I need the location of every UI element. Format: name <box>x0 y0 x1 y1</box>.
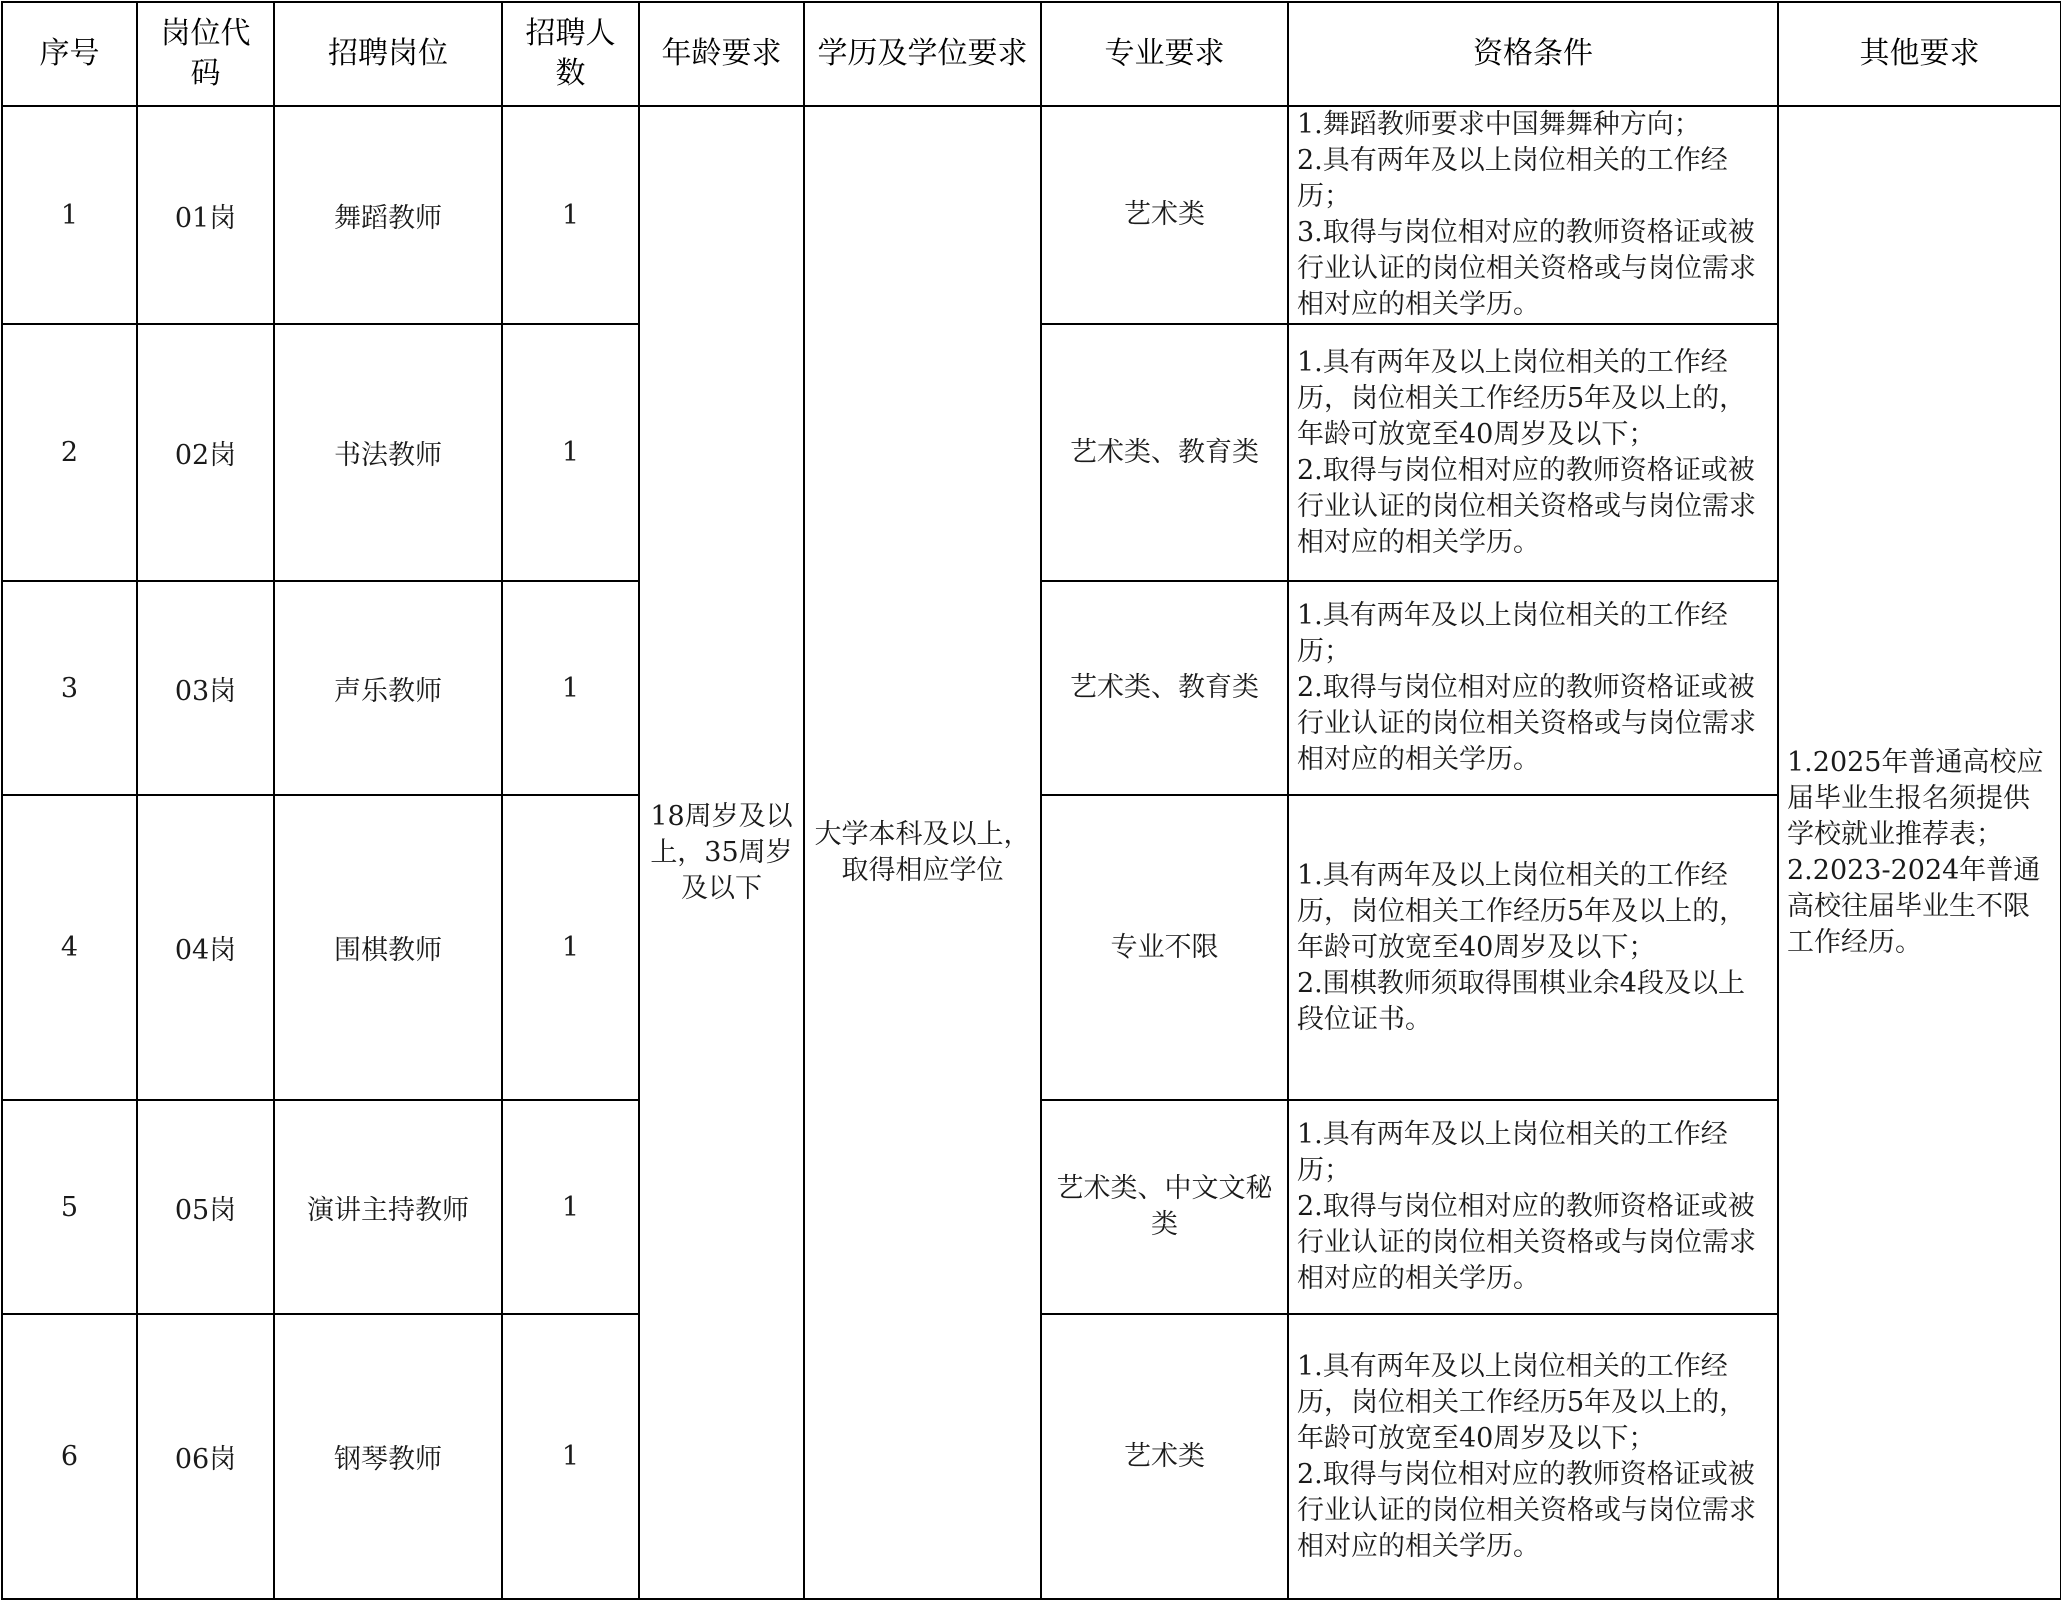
cell-code: 06岗 <box>137 1314 274 1599</box>
condition-line: 1.具有两年及以上岗位相关的工作经历，岗位相关工作经历5年及以上的，年龄可放宽至40周岁及以下； <box>1297 1350 1747 1454</box>
cell-conditions <box>1288 1100 1778 1314</box>
condition-line: 2.取得与岗位相对应的教师资格证或被行业认证的岗位相关资格或与岗位需求相对应的相关学历。 <box>1297 1191 1756 1294</box>
recruitment-table <box>1 1 2061 1600</box>
cell-major: 艺术类、教育类 <box>1041 581 1288 795</box>
condition-line: 1.具有两年及以上岗位相关的工作经历； <box>1297 600 1728 667</box>
cell-major: 艺术类、中文文秘类 <box>1041 1100 1288 1314</box>
condition-line: 2.取得与岗位相对应的教师资格证或被行业认证的岗位相关资格或与岗位需求相对应的相关学历。 <box>1297 454 1756 558</box>
header-cell-post: 招聘岗位 <box>274 2 502 106</box>
header-cell-age: 年龄要求 <box>639 2 804 106</box>
header-cell-education: 学历及学位要求 <box>804 2 1041 106</box>
condition-line: 2.取得与岗位相对应的教师资格证或被行业认证的岗位相关资格或与岗位需求相对应的相关学历。 <box>1297 1458 1756 1562</box>
header-row <box>2 2 2061 106</box>
cell-age-requirement: 18周岁及以上，35周岁及以下 <box>639 106 804 1599</box>
condition-line: 1.具有两年及以上岗位相关的工作经历； <box>1297 1119 1728 1186</box>
cell-count: 1 <box>502 324 639 581</box>
header-cell-count: 招聘人数 <box>502 2 639 106</box>
cell-count: 1 <box>502 581 639 795</box>
cell-no: 6 <box>2 1314 137 1599</box>
cell-no: 2 <box>2 324 137 581</box>
cell-major: 艺术类 <box>1041 106 1288 324</box>
header-cell-other: 其他要求 <box>1778 2 2061 106</box>
cell-count: 1 <box>502 106 639 324</box>
cell-conditions <box>1288 1314 1778 1599</box>
cell-major: 艺术类 <box>1041 1314 1288 1599</box>
cell-count: 1 <box>502 1314 639 1599</box>
cell-conditions <box>1288 106 1778 324</box>
cell-major: 专业不限 <box>1041 795 1288 1100</box>
condition-line: 2.具有两年及以上岗位相关的工作经历； <box>1297 145 1728 212</box>
cell-education-requirement: 大学本科及以上，取得相应学位 <box>804 106 1041 1599</box>
cell-code: 02岗 <box>137 324 274 581</box>
cell-no: 4 <box>2 795 137 1100</box>
cell-post: 书法教师 <box>274 324 502 581</box>
cell-post: 钢琴教师 <box>274 1314 502 1599</box>
condition-line: 2.围棋教师须取得围棋业余4段及以上段位证书。 <box>1297 967 1745 1035</box>
cell-major: 艺术类、教育类 <box>1041 324 1288 581</box>
cell-count: 1 <box>502 1100 639 1314</box>
cell-no: 1 <box>2 106 137 324</box>
cell-conditions <box>1288 324 1778 581</box>
header-cell-no: 序号 <box>2 2 137 106</box>
cell-conditions <box>1288 581 1778 795</box>
condition-line: 1.具有两年及以上岗位相关的工作经历，岗位相关工作经历5年及以上的，年龄可放宽至40周岁及以下； <box>1297 859 1747 963</box>
table-row <box>2 106 2061 324</box>
cell-no: 3 <box>2 581 137 795</box>
header-cell-major: 专业要求 <box>1041 2 1288 106</box>
condition-line: 1.舞蹈教师要求中国舞舞种方向； <box>1297 109 1701 140</box>
cell-code: 04岗 <box>137 795 274 1100</box>
cell-post: 声乐教师 <box>274 581 502 795</box>
condition-line: 2.取得与岗位相对应的教师资格证或被行业认证的岗位相关资格或与岗位需求相对应的相关学历。 <box>1297 672 1756 775</box>
cell-post: 围棋教师 <box>274 795 502 1100</box>
cell-count: 1 <box>502 795 639 1100</box>
header-cell-code: 岗位代码 <box>137 2 274 106</box>
condition-line: 3.取得与岗位相对应的教师资格证或被行业认证的岗位相关资格或与岗位需求相对应的相关学历。 <box>1297 217 1756 320</box>
header-cell-conditions: 资格条件 <box>1288 2 1778 106</box>
cell-post: 演讲主持教师 <box>274 1100 502 1314</box>
cell-code: 05岗 <box>137 1100 274 1314</box>
condition-line: 1.具有两年及以上岗位相关的工作经历，岗位相关工作经历5年及以上的，年龄可放宽至40周岁及以下； <box>1297 346 1747 450</box>
cell-no: 5 <box>2 1100 137 1314</box>
cell-code: 03岗 <box>137 581 274 795</box>
cell-other-requirements: 1.2025年普通高校应届毕业生报名须提供学校就业推荐表；2.2023-2024年普通高校往届毕业生不限工作经历。 <box>1778 106 2061 1599</box>
cell-code: 01岗 <box>137 106 274 324</box>
cell-conditions <box>1288 795 1778 1100</box>
cell-post: 舞蹈教师 <box>274 106 502 324</box>
